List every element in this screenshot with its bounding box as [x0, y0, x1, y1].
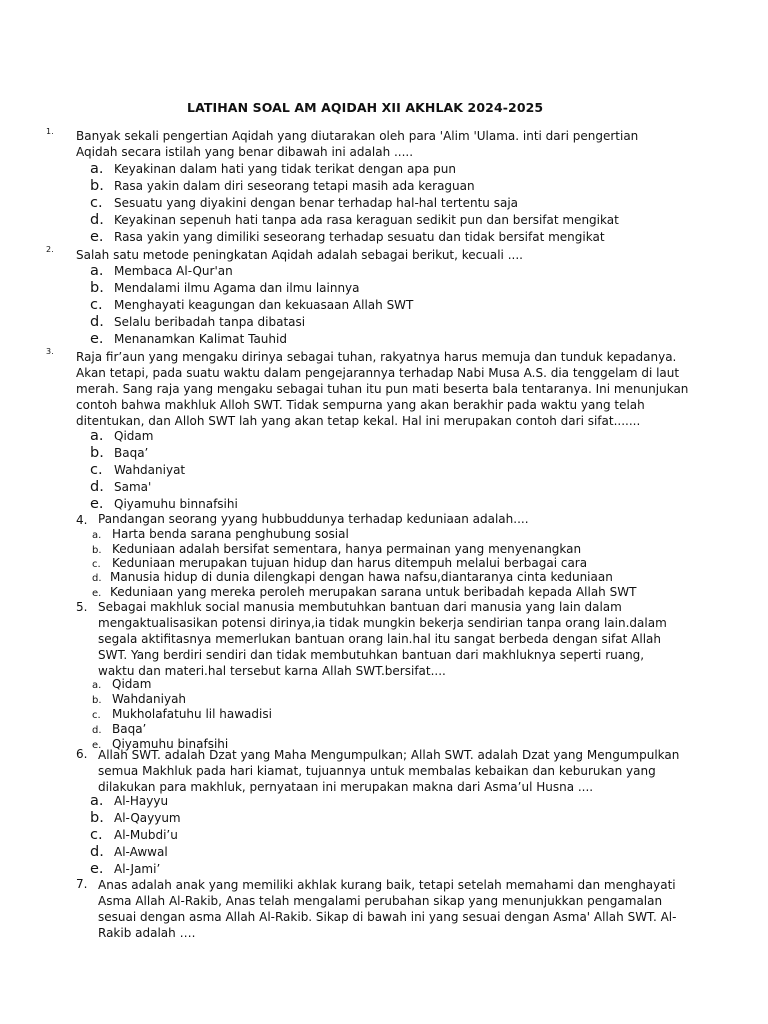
question-text-line: ditentukan, dan Alloh SWT lah yang akan tetap kekal. Hal ini merupakan contoh dari sifat.......: [76, 414, 641, 428]
option-d[interactable]: d. Manusia hidup di dunia dilengkapi dengan hawa nafsu,diantaranya cinta keduniaan: [92, 570, 613, 584]
question-text-line: Salah satu metode peningkatan Aqidah adalah sebagai berikut, kecuali ....: [76, 248, 523, 262]
question-text-line: Allah SWT. adalah Dzat yang Maha Mengumpulkan; Allah SWT. adalah Dzat yang Mengumpulkan: [98, 748, 680, 762]
option-c[interactable]: c. Wahdaniyat: [90, 462, 186, 478]
option-a[interactable]: a. Al-Hayyu: [90, 793, 169, 809]
option-d[interactable]: d. Selalu beribadah tanpa dibatasi: [90, 314, 306, 330]
question-text-line: merah. Sang raja yang mengaku sebagai tuhan itu pun mati beserta bala tentaranya. Ini menunjukan: [76, 382, 689, 396]
option-e[interactable]: e. Menanamkan Kalimat Tauhid: [90, 331, 287, 347]
question-number: 3.: [46, 347, 54, 356]
option-d[interactable]: d. Al-Awwal: [90, 844, 168, 860]
option-b[interactable]: b. Baqa’: [90, 445, 149, 461]
question-text-line: contoh bahwa makhluk Alloh SWT. Tidak sempurna yang akan berakhir pada waktu yang telah: [76, 398, 645, 412]
question-text-line: waktu dan materi.hal tersebut karna Allah SWT.bersifat....: [98, 664, 446, 678]
option-c[interactable]: c. Sesuatu yang diyakini dengan benar terhadap hal-hal tertentu saja: [90, 195, 519, 211]
option-e[interactable]: e. Rasa yakin yang dimiliki seseorang terhadap sesuatu dan tidak bersifat mengikat: [90, 229, 605, 245]
question-text-line: Aqidah secara istilah yang benar dibawah ini adalah .....: [76, 145, 414, 159]
option-d[interactable]: d. Baqa’: [92, 722, 147, 736]
question-text-line: Akan tetapi, pada suatu waktu dalam pengejarannya terhadap Nabi Musa A.S. dia tenggelam di laut: [76, 366, 680, 380]
question-number: 4.: [76, 513, 88, 527]
option-b[interactable]: b. Keduniaan adalah bersifat sementara, hanya permainan yang menyenangkan: [92, 542, 582, 556]
option-c[interactable]: c. Keduniaan merupakan tujuan hidup dan harus ditempuh melalui berbagai cara: [92, 556, 588, 570]
question-text-line: SWT. Yang berdiri sendiri dan tidak membutuhkan bantuan dari makhluknya seperti ruang,: [98, 648, 645, 662]
question-text-line: Pandangan seorang yyang hubbuddunya terhadap keduniaan adalah....: [98, 512, 529, 526]
question-text-line: Anas adalah anak yang memiliki akhlak kurang baik, tetapi setelah memahami dan menghayati: [98, 878, 676, 892]
option-c[interactable]: c. Al-Mubdi’u: [90, 827, 178, 843]
question-text-line: Asma Allah Al-Rakib, Anas telah mengalami perubahan sikap yang menunjukkan pengamalan: [98, 894, 663, 908]
question-text-line: mengaktualisasikan potensi dirinya,ia tidak mungkin bekerja sendirian tanpa orang lain.dalam: [98, 616, 667, 630]
question-text-line: dilakukan para makhluk, pernyataan ini merupakan makna dari Asma’ul Husna ....: [98, 780, 594, 794]
option-d[interactable]: d. Keyakinan sepenuh hati tanpa ada rasa keraguan sedikit pun dan bersifat mengikat: [90, 212, 619, 228]
question-text-line: Sebagai makhluk social manusia membutuhkan bantuan dari manusia yang lain dalam: [98, 600, 622, 614]
question-text-line: sesuai dengan asma Allah Al-Rakib. Sikap di bawah ini yang sesuai dengan Asma' Allah SWT. Al-: [98, 910, 677, 924]
question-text-line: Raja fir’aun yang mengaku dirinya sebagai tuhan, rakyatnya harus memuja dan tunduk kepadanya.: [76, 350, 677, 364]
option-c[interactable]: c. Menghayati keagungan dan kekuasaan Allah SWT: [90, 297, 414, 313]
option-e[interactable]: e. Al-Jami’: [90, 861, 161, 877]
option-a[interactable]: a. Membaca Al-Qur'an: [90, 263, 233, 279]
option-a[interactable]: a. Harta benda sarana penghubung sosial: [92, 527, 349, 541]
option-a[interactable]: a. Qidam: [90, 428, 154, 444]
option-e[interactable]: e. Qiyamuhu binafsihi: [92, 737, 229, 751]
question-text-line: Banyak sekali pengertian Aqidah yang diutarakan oleh para 'Alim 'Ulama. inti dari pengertian: [76, 129, 639, 143]
option-e[interactable]: e. Keduniaan yang mereka peroleh merupakan sarana untuk beribadah kepada Allah SWT: [92, 585, 637, 599]
question-text-line: Rakib adalah ….: [98, 926, 196, 940]
option-d[interactable]: d. Sama': [90, 479, 152, 495]
question-text-line: segala aktifitasnya memerlukan bantuan orang lain.hal itu sangat berbeda dengan sifat Allah: [98, 632, 661, 646]
question-number: 6.: [76, 747, 88, 761]
option-c[interactable]: c. Mukholafatuhu lil hawadisi: [92, 707, 272, 721]
option-b[interactable]: b. Mendalami ilmu Agama dan ilmu lainnya: [90, 280, 360, 296]
document-title: LATIHAN SOAL AM AQIDAH XII AKHLAK 2024-2025: [187, 100, 544, 115]
option-b[interactable]: b. Rasa yakin dalam diri seseorang tetapi masih ada keraguan: [90, 178, 475, 194]
question-number: 5.: [76, 600, 88, 614]
option-b[interactable]: b. Al-Qayyum: [90, 810, 181, 826]
option-a[interactable]: a. Qidam: [92, 677, 152, 691]
question-number: 1.: [46, 127, 54, 136]
question-text-line: semua Makhluk pada hari kiamat, tujuannya untuk membalas kebaikan dan keburukan yang: [98, 764, 656, 778]
question-number: 2.: [46, 245, 54, 254]
option-e[interactable]: e. Qiyamuhu binnafsihi: [90, 496, 238, 512]
option-a[interactable]: a. Keyakinan dalam hati yang tidak terikat dengan apa pun: [90, 161, 456, 177]
option-b[interactable]: b. Wahdaniyah: [92, 692, 187, 706]
question-number: 7.: [76, 877, 88, 891]
